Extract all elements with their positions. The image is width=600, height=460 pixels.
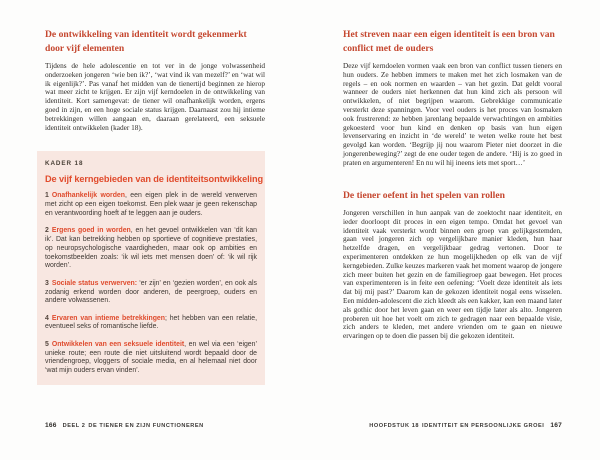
- kader-item-1: [45, 192, 257, 218]
- left-intro-paragraph: Tijdens de hele adolescentie en tot ver in de jonge volwassenheid onderzoeken jongeren ‘wie ben ik?’, ‘wat vind ik van mezelf?’ en ‘wat wil ik eigenlijk?’. Pas vanaf het midden van de tienertijd beginnen ze hierop wat meer zicht te krijgen. Er zijn vijf kerndoelen in de ontwikkeling van identiteit. Kort samengevat: de tiener wil onafhankelijk worden, ergens goed in zijn, en een hoge sociale status krijgen. Daarnaast zou hij intieme betrekkingen willen aangaan en, daaraan gerelateerd, een seksuele identiteit ontwikkelen (kader 18).: [45, 61, 265, 132]
- right-footer-part: HOOFDSTUK 18: [369, 423, 420, 429]
- kader-item-3: [45, 280, 257, 306]
- kader-item-5: [45, 341, 257, 376]
- kader-box-title: De vijf kerngebieden van de identiteitsontwikkeling: [45, 174, 264, 185]
- left-page-footer: [45, 422, 204, 430]
- right-paragraph-2: Jongeren verschillen in hun aanpak van de zoektocht naar identiteit, en ieder doorloopt dit proces in een eigen tempo. Omdat het gevoel van identiteit vaak versterkt wordt binnen een groep van gelijkgestemden, gaan veel jongeren zich op vergelijkbare manier kleden, hun haar hetzelfde dragen, en vergelijkbaar gedrag vertonen. Door te experimenteren ontdekken ze hun mogelijkheden op elk van de vijf kerngebieden. Zulke keuzes markeren vaak het moment waarop de jongere zich meer buiten het gezin en de familiegroep gaat bewegen. Het proces van experimenteren is in feite een oefening: ‘Voelt deze identiteit als iets dat bij mij past?’ Daarom kan de gekozen identiteit nogal eens wisselen. Een midden-adolescent die zich kleedt als een kakker, kan een maand later als gothic door het leven gaan en weer een tijdje later als alto. Jongeren proberen uit hoe het voelt om zich te gedragen naar een bepaalde visie, zich anders te kleden, met andere vrienden om te gaan en nieuwe ervaringen op te doen die passen bij die gekozen identiteit.: [343, 208, 562, 341]
- right-footer-chapter: IDENTITEIT EN PERSOONLIJKE GROEI: [422, 423, 545, 429]
- left-page-heading: De ontwikkeling van identiteit wordt gekenmerkt door vijf elementen: [45, 29, 247, 54]
- kader-item-5-lead: Ontwikkelen van een seksuele identiteit: [51, 340, 185, 348]
- right-page-footer: [369, 422, 562, 430]
- left-page-number: 166: [45, 422, 57, 429]
- kader-item-2-lead: Ergens goed in worden: [51, 227, 131, 235]
- right-page: [343, 28, 562, 341]
- kader-item-3-number: 3: [45, 279, 49, 287]
- kader-item-1-text: , een eigen plek in de wereld verwerven met zicht op een eigen toekomst. Een plek waar je geen rekenschap en verantwoording hoeft af te leggen aan je ouders.: [45, 192, 257, 217]
- kader-item-4-number: 4: [45, 314, 49, 322]
- kader-item-3-text: ‘er zijn’ en ‘gezien worden’, en ook als zodanig erkend worden door anderen, de peergroep, ouders en andere volwassenen.: [45, 279, 257, 305]
- right-page-subheading: De tiener oefent in het spelen van rollen: [343, 189, 505, 201]
- kader-item-5-number: 5: [45, 340, 49, 348]
- kader-18-box: [37, 151, 265, 385]
- left-page: [37, 28, 265, 385]
- kader-item-2: [45, 227, 257, 271]
- right-page-number: 167: [550, 422, 562, 429]
- right-paragraph-1: Deze vijf kerndoelen vormen vaak een bron van conflict tussen tieners en hun ouders. Ze hebben immers te maken met het zich losmaken van de regels – en ook normen en waarden – van het gezin. Dat geldt vooral wanneer de ouders niet herkennen dat hun kind zich als persoon wil ontwikkelen, of niet begrijpen waarom. Gebrekkige communicatie versterkt deze spanningen. Voor veel ouders is het proces van losmaken ook frustrerend: ze hebben jarenlang bepaalde verwachtingen en ambities gekoesterd voor hun kind en denken op basis van hun eigen levenservaring en inzicht in ‘de wereld’ te weten welke route het best gevolgd kan worden. ‘Begrijp jij nou waarom Pieter niet doorzet in die jongerenbeweging?’ zegt de ene ouder tegen de andere. ‘Hij is zo goed in praten en argumenteren! En nu wil hij ineens iets met sport…’: [343, 61, 562, 167]
- left-footer-part: DEEL 2: [62, 423, 86, 429]
- kader-item-1-lead: Onafhankelijk worden: [51, 192, 125, 200]
- left-footer-chapter: DE TIENER EN ZIJN FUNCTIONEREN: [88, 423, 204, 429]
- kader-item-2-text: , en het gevoel ontwikkelen van ‘dit kan ik’. Dat kan betrekking hebben op sportieve of cognitieve prestaties, op neuropsychologische vaardigheden, maar ook op ambities en toekomstbeelden zoals: ‘ik wil iets met mensen doen’ of: ‘ik wil rijk worden’.: [45, 227, 257, 270]
- kader-item-4-lead: Ervaren van intieme betrekkingen: [51, 314, 165, 322]
- kader-item-4-text: ; het hebben van een relatie, eventueel seks of romantische liefde.: [45, 314, 257, 331]
- kader-item-1-number: 1: [45, 192, 49, 200]
- right-page-heading: Het streven naar een eigen identiteit is een bron van conflict met de ouders: [343, 29, 555, 54]
- kader-box-label: KADER 18: [45, 160, 84, 168]
- kader-item-3-lead: Sociale status verwerven:: [51, 279, 138, 287]
- kader-item-4: [45, 315, 257, 333]
- kader-item-2-number: 2: [45, 227, 49, 235]
- kader-item-5-text: , en wel via een ‘eigen’ unieke route; een route die niet uitsluitend wordt bepaald door de vriendengroep, vloggers of sociale media, en al helemaal niet door ‘wat mijn ouders ervan vinden’.: [45, 340, 258, 375]
